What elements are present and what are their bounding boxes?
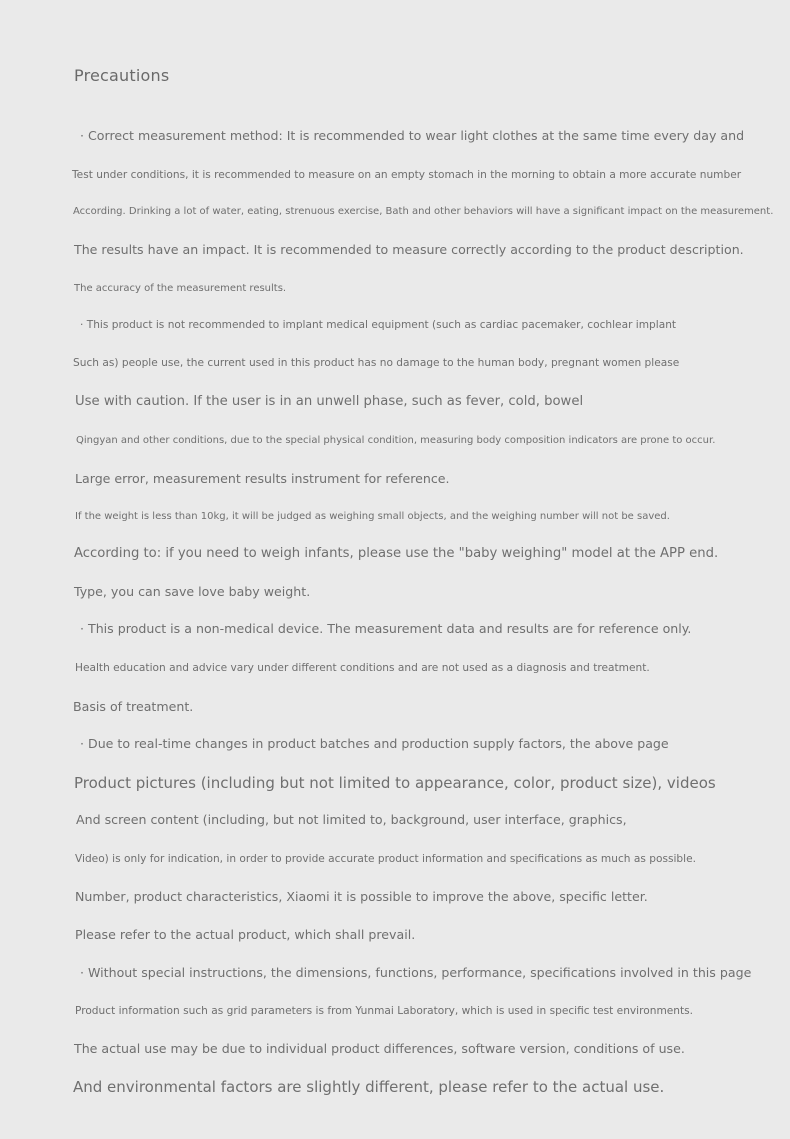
text-line: Basis of treatment. <box>73 699 194 714</box>
text-line: · This product is a non-medical device. The measurement data and results are for reference only. <box>80 621 692 636</box>
text-line: Number, product characteristics, Xiaomi it is possible to improve the above, specific letter. <box>75 889 648 904</box>
text-line: And environmental factors are slightly different, please refer to the actual use. <box>73 1078 665 1096</box>
text-line: Large error, measurement results instrument for reference. <box>75 471 450 486</box>
text-line: Test under conditions, it is recommended to measure on an empty stomach in the morning to obtain a more accurate number <box>72 169 742 181</box>
text-line: Product information such as grid parameters is from Yunmai Laboratory, which is used in specific test environments. <box>75 1005 694 1017</box>
text-line: Use with caution. If the user is in an unwell phase, such as fever, cold, bowel <box>75 394 584 409</box>
text-line: Health education and advice vary under different conditions and are not used as a diagnosis and treatment. <box>75 662 650 674</box>
page-title: Precautions <box>74 66 170 85</box>
text-line: The results have an impact. It is recommended to measure correctly according to the product description. <box>74 242 744 257</box>
text-line: · This product is not recommended to implant medical equipment (such as cardiac pacemaker, cochlear implant <box>80 319 677 331</box>
text-line: If the weight is less than 10kg, it will be judged as weighing small objects, and the weighing number will not be saved. <box>75 511 670 522</box>
text-line: And screen content (including, but not limited to, background, user interface, graphics, <box>76 812 627 827</box>
text-line: Type, you can save love baby weight. <box>74 584 311 599</box>
text-line: According. Drinking a lot of water, eating, strenuous exercise, Bath and other behaviors will have a significant impact on the measurement. <box>73 206 774 217</box>
text-line: Product pictures (including but not limited to appearance, color, product size), videos <box>74 774 716 792</box>
text-line: Video) is only for indication, in order to provide accurate product information and specifications as much as possible. <box>75 853 696 865</box>
text-line: · Correct measurement method: It is recommended to wear light clothes at the same time every day and <box>80 128 745 143</box>
text-line: The actual use may be due to individual product differences, software version, conditions of use. <box>74 1041 685 1056</box>
text-line: Qingyan and other conditions, due to the special physical condition, measuring body composition indicators are prone to occur. <box>76 435 716 446</box>
text-line: · Due to real-time changes in product batches and production supply factors, the above page <box>80 736 669 751</box>
text-line: The accuracy of the measurement results. <box>74 283 287 294</box>
text-line: Please refer to the actual product, which shall prevail. <box>75 927 416 942</box>
text-line: Such as) people use, the current used in this product has no damage to the human body, pregnant women please <box>73 357 680 369</box>
text-line: According to: if you need to weigh infants, please use the "baby weighing" model at the APP end. <box>74 546 719 561</box>
text-line: · Without special instructions, the dimensions, functions, performance, specifications involved in this page <box>80 965 752 980</box>
